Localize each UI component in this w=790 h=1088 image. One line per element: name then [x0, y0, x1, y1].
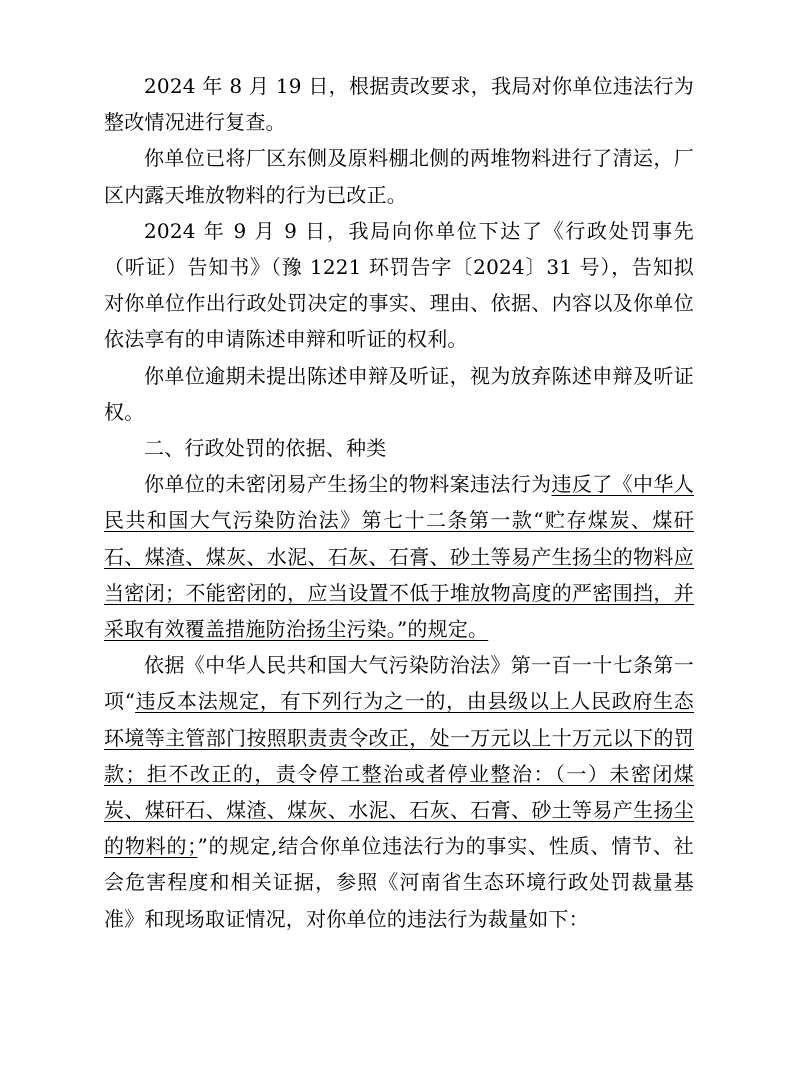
paragraph-penalty-basis [104, 647, 694, 937]
paragraph-rectification [104, 140, 694, 212]
paragraph-text: 依据《中华人民共和国大气污染防治法》第一百一十七条第一项“ [104, 653, 694, 714]
paragraph-waiver [104, 358, 694, 430]
paragraph-text: 你单位逾期未提出陈述申辩及听证，视为放弃陈述申辩及听证权。 [104, 363, 694, 424]
underlined-legal-citation: 违反了《中华人民共和国大气污染防治法》第七十二条第一款“贮存煤炭、煤矸石、煤渣、煤灰、水泥、石灰、石膏、砂土等易产生扬尘的物料应当密闭；不能密闭的，应当设置不低于堆放物高度的严密围挡，并采取有效覆盖措施防治扬尘污染。”的规定。 [104, 472, 695, 642]
paragraph-notice [104, 213, 694, 358]
paragraph-text: ”的规定,结合你单位违法行为的事实、性质、情节、社会危害程度和相关证据，参照《河南省生态环境行政处罚裁量基准》和现场取证情况，对你单位的违法行为裁量如下： [104, 834, 695, 931]
paragraph-review [104, 68, 694, 140]
paragraph-violation [104, 466, 694, 647]
heading-text: 二、行政处罚的依据、种类 [144, 436, 387, 461]
section-heading [104, 430, 694, 466]
document-body [104, 68, 694, 937]
underlined-legal-citation: 违反本法规定，有下列行为之一的，由县级以上人民政府生态环境等主管部门按照职责责令改正，处一万元以上十万元以下的罚款；拒不改正的，责令停工整治或者停业整治：（一）未密闭煤炭、煤矸石、煤渣、煤灰、水泥、石灰、石膏、砂土等易产生扬尘的物料的； [104, 689, 694, 859]
paragraph-text: 2024 年 8 月 19 日，根据责改要求，我局对你单位违法行为整改情况进行复查。 [104, 74, 694, 135]
paragraph-text: 2024 年 9 月 9 日，我局向你单位下达了《行政处罚事先（听证）告知书》（豫 1221 环罚告字〔2024〕31 号），告知拟对你单位作出行政处罚决定的事实、理由、依据、内容以及你单位依法享有的申请陈述申辩和听证的权利。 [104, 218, 694, 352]
paragraph-text: 你单位已将厂区东侧及原料棚北侧的两堆物料进行了清运，厂区内露天堆放物料的行为已改正。 [104, 146, 694, 207]
paragraph-text: 你单位的未密闭易产生扬尘的物料案违法行为 [144, 472, 552, 497]
